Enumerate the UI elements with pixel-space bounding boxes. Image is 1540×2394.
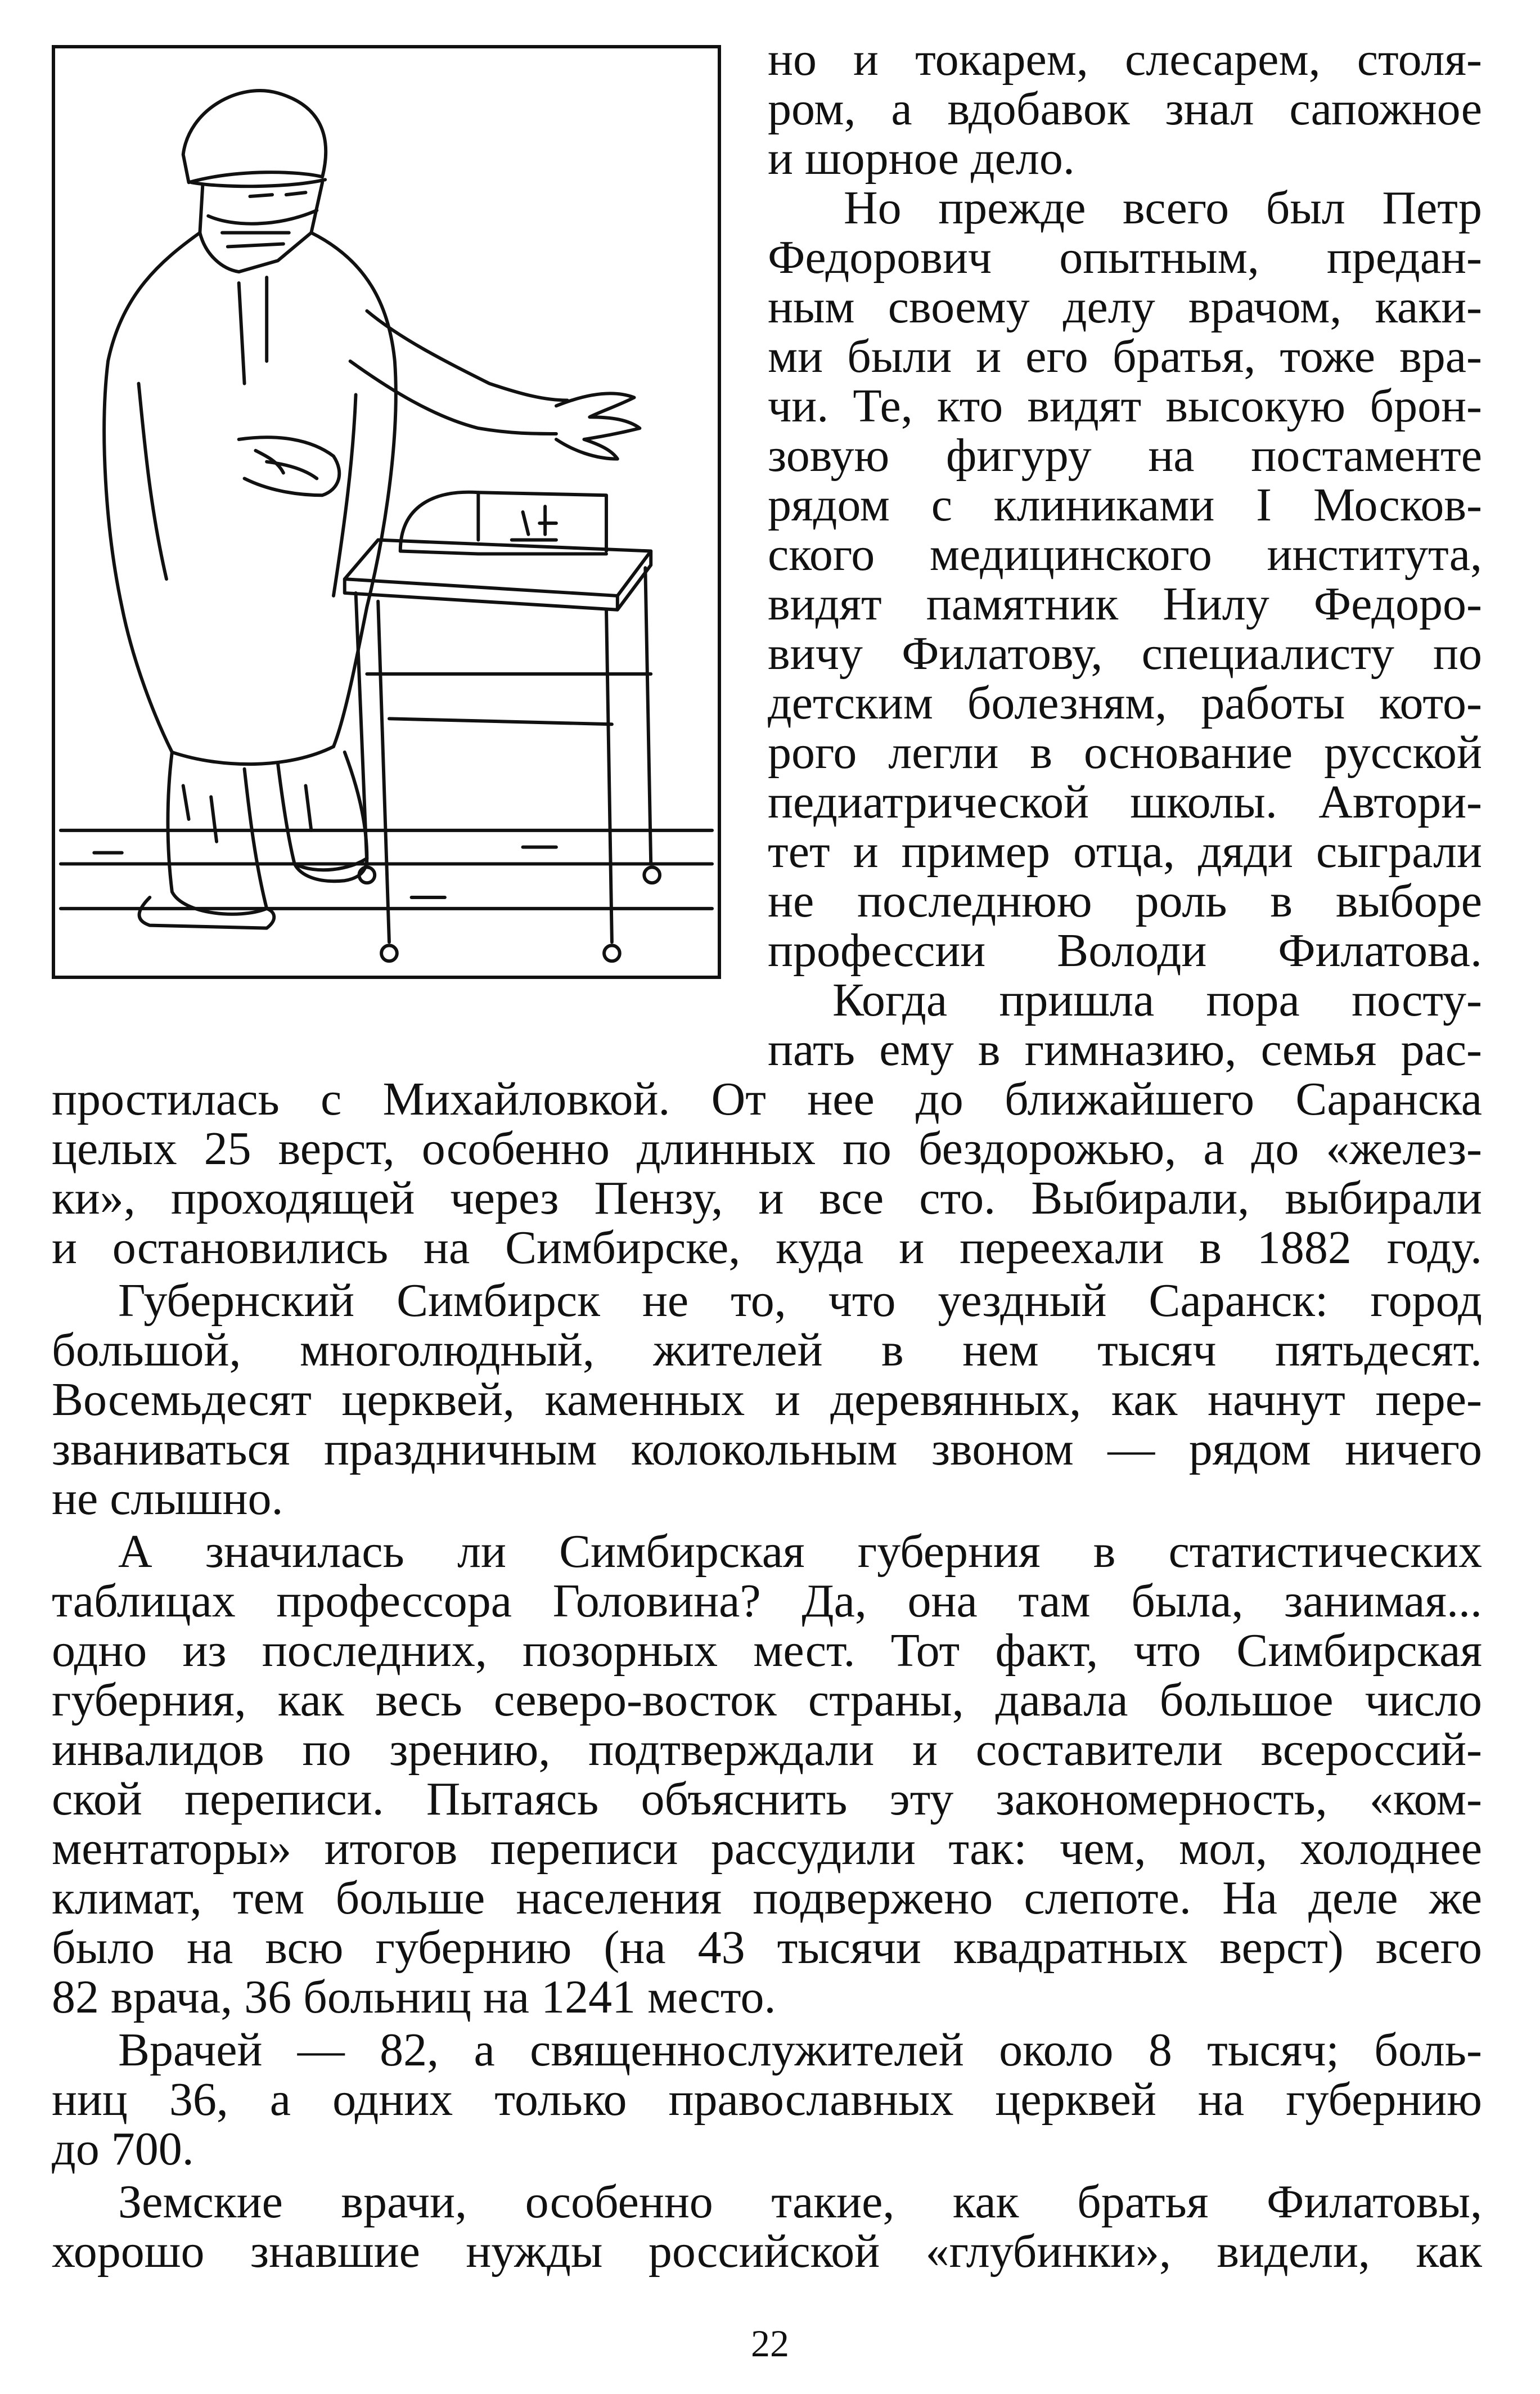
- text-line: инвалидов по зрению, подтверждали и составители всероссий-: [52, 1723, 1482, 1776]
- illustration-frame: [52, 45, 721, 979]
- text-line: А значилась ли Симбирская губерния в статистических: [118, 1525, 1482, 1578]
- text-line: рядом с клиниками I Москов-: [768, 479, 1482, 531]
- text-line: и остановились на Симбирске, куда и переехали в 1882 году.: [52, 1221, 1482, 1274]
- text-line: большой, многолюдный, жителей в нем тысяч пятьдесят.: [52, 1324, 1482, 1376]
- text-line: не последнюю роль в выборе: [768, 875, 1482, 927]
- text-line: ки», проходящей через Пензу, и все сто. Выбирали, выбирали: [52, 1172, 1482, 1224]
- text-line: Губернский Симбирск не то, что уездный Саранск: город: [118, 1274, 1482, 1327]
- page-number: 22: [751, 2322, 789, 2365]
- text-line: зовую фигуру на постаменте: [768, 429, 1482, 482]
- text-line: простилась с Михайловкой. От нее до ближайшего Саранска: [52, 1073, 1482, 1125]
- text-line: званиваться праздничным колокольным звоном — рядом ничего: [52, 1423, 1482, 1475]
- text-line: хорошо знавшие нужды российской «глубинки», видели, как: [52, 2225, 1482, 2278]
- text-line: профессии Володи Филатова.: [768, 924, 1482, 977]
- text-line: не слышно.: [52, 1472, 283, 1525]
- text-line: было на всю губернию (на 43 тысячи квадратных верст) всего: [52, 1921, 1482, 1974]
- text-line: видят памятник Нилу Федоро-: [768, 578, 1482, 630]
- text-line: одно из последних, позорных мест. Тот факт, что Симбирская: [52, 1624, 1482, 1677]
- text-line: ми были и его братья, тоже вра-: [768, 330, 1482, 383]
- text-line: ниц 36, а одних только православных церквей на губернию: [52, 2073, 1482, 2126]
- text-line: и шорное дело.: [768, 132, 1075, 185]
- text-line: ментаторы» итогов переписи рассудили так: чем, мол, холоднее: [52, 1822, 1482, 1875]
- text-line: до 700.: [52, 2123, 194, 2175]
- text-line: чи. Те, кто видят высокую брон-: [768, 380, 1482, 432]
- text-line: ным своему делу врачом, каки-: [768, 281, 1482, 333]
- text-line: пать ему в гимназию, семья рас-: [768, 1023, 1482, 1076]
- text-line: ской переписи. Пытаясь объяснить эту закономерность, «ком-: [52, 1773, 1482, 1825]
- text-line: ского медицинского института,: [768, 528, 1482, 581]
- text-line: губерния, как весь северо-восток страны, давала большое число: [52, 1674, 1482, 1726]
- text-line: ром, а вдобавок знал сапожное: [768, 83, 1482, 135]
- text-line: педиатрической школы. Автори-: [768, 776, 1482, 828]
- text-line: Федорович опытным, предан-: [768, 231, 1482, 284]
- text-line: тет и пример отца, дяди сыграли: [768, 825, 1482, 878]
- text-line: Но прежде всего был Петр: [844, 182, 1482, 234]
- text-line: Врачей — 82, а священнослужителей около 8 тысяч; боль-: [118, 2024, 1482, 2076]
- text-line: климат, тем больше населения подвержено слепоте. На деле же: [52, 1872, 1482, 1924]
- text-line: таблицах профессора Головина? Да, она там была, занимая...: [52, 1575, 1482, 1627]
- text-line: вичу Филатову, специалисту по: [768, 627, 1482, 680]
- doctor-surgeon-with-table-icon: [55, 48, 718, 976]
- text-line: но и токарем, слесарем, столя-: [768, 33, 1482, 86]
- text-line: рого легли в основание русской: [768, 726, 1482, 779]
- text-line: Земские врачи, особенно такие, как братья Филатовы,: [118, 2176, 1482, 2228]
- text-line: Когда пришла пора посту-: [832, 974, 1482, 1026]
- text-line: 82 врача, 36 больниц на 1241 место.: [52, 1971, 776, 2023]
- text-line: Восемьдесят церквей, каменных и деревянных, как начнут пере-: [52, 1373, 1482, 1426]
- text-line: целых 25 верст, особенно длинных по бездорожью, а до «желез-: [52, 1122, 1482, 1175]
- text-line: детским болезням, работы кото-: [768, 677, 1482, 729]
